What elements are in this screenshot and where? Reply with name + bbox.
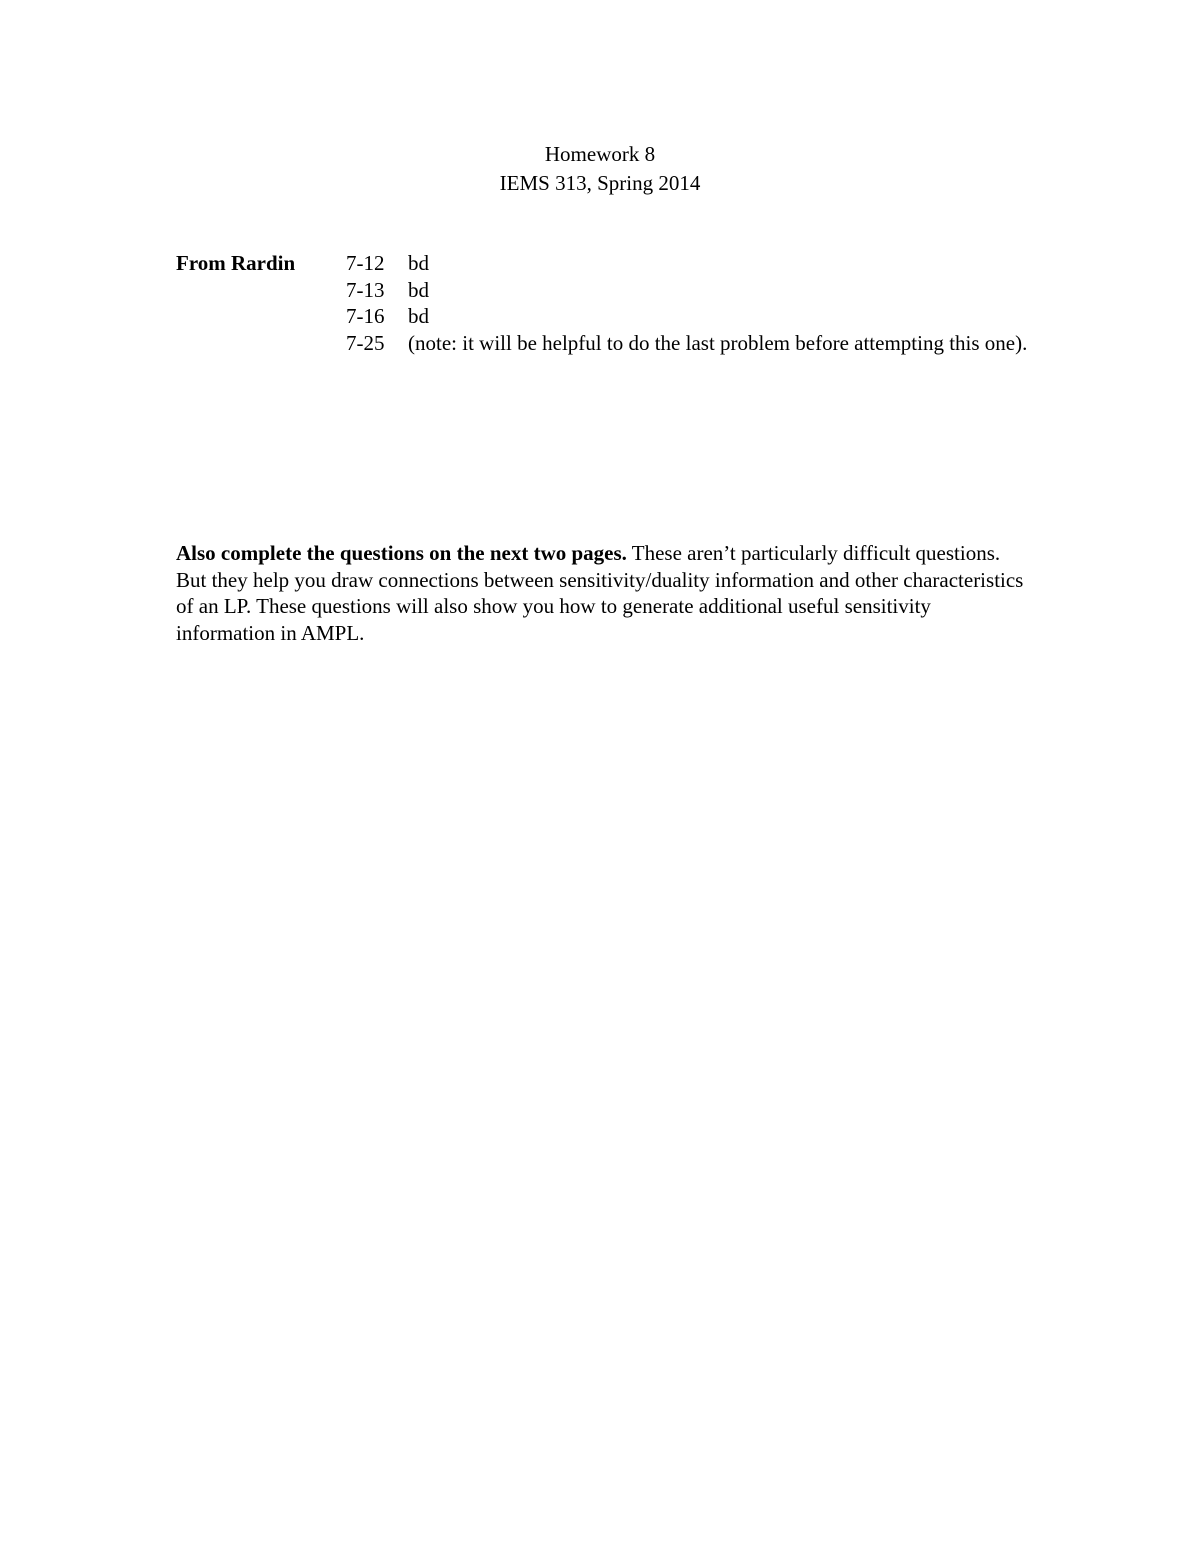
problem-row xyxy=(346,250,1036,277)
problem-row xyxy=(346,303,1036,330)
problem-parts: bd xyxy=(408,304,429,328)
problem-number: 7-13 xyxy=(346,277,385,302)
problem-parts: bd xyxy=(408,277,429,302)
document-title: Homework 8 xyxy=(544,142,656,166)
problem-number: 7-12 xyxy=(346,251,385,275)
additional-instructions-lead: Also complete the questions on the next two pages. xyxy=(176,541,627,565)
additional-instructions xyxy=(176,540,1026,646)
course-subtitle: IEMS 313, Spring 2014 xyxy=(499,171,701,195)
problem-list xyxy=(346,250,1036,356)
problem-parts: bd xyxy=(408,251,429,275)
problem-row xyxy=(346,277,1036,304)
title-block xyxy=(0,140,1200,198)
problem-parts: (note: it will be helpful to do the last problem before attempting this one). xyxy=(408,330,1028,355)
additional-instructions-body: These aren’t particularly difficult questions. But they help you draw connections between sensitivity/duality information and other characteristics of an LP. These questions will also show you how to generate additional useful sensitivity information in AMPL. xyxy=(176,541,1024,645)
problem-row xyxy=(346,330,1036,357)
problem-number: 7-16 xyxy=(346,304,385,328)
problem-number: 7-25 xyxy=(346,330,385,355)
assignment-source-label: From Rardin xyxy=(176,251,296,275)
